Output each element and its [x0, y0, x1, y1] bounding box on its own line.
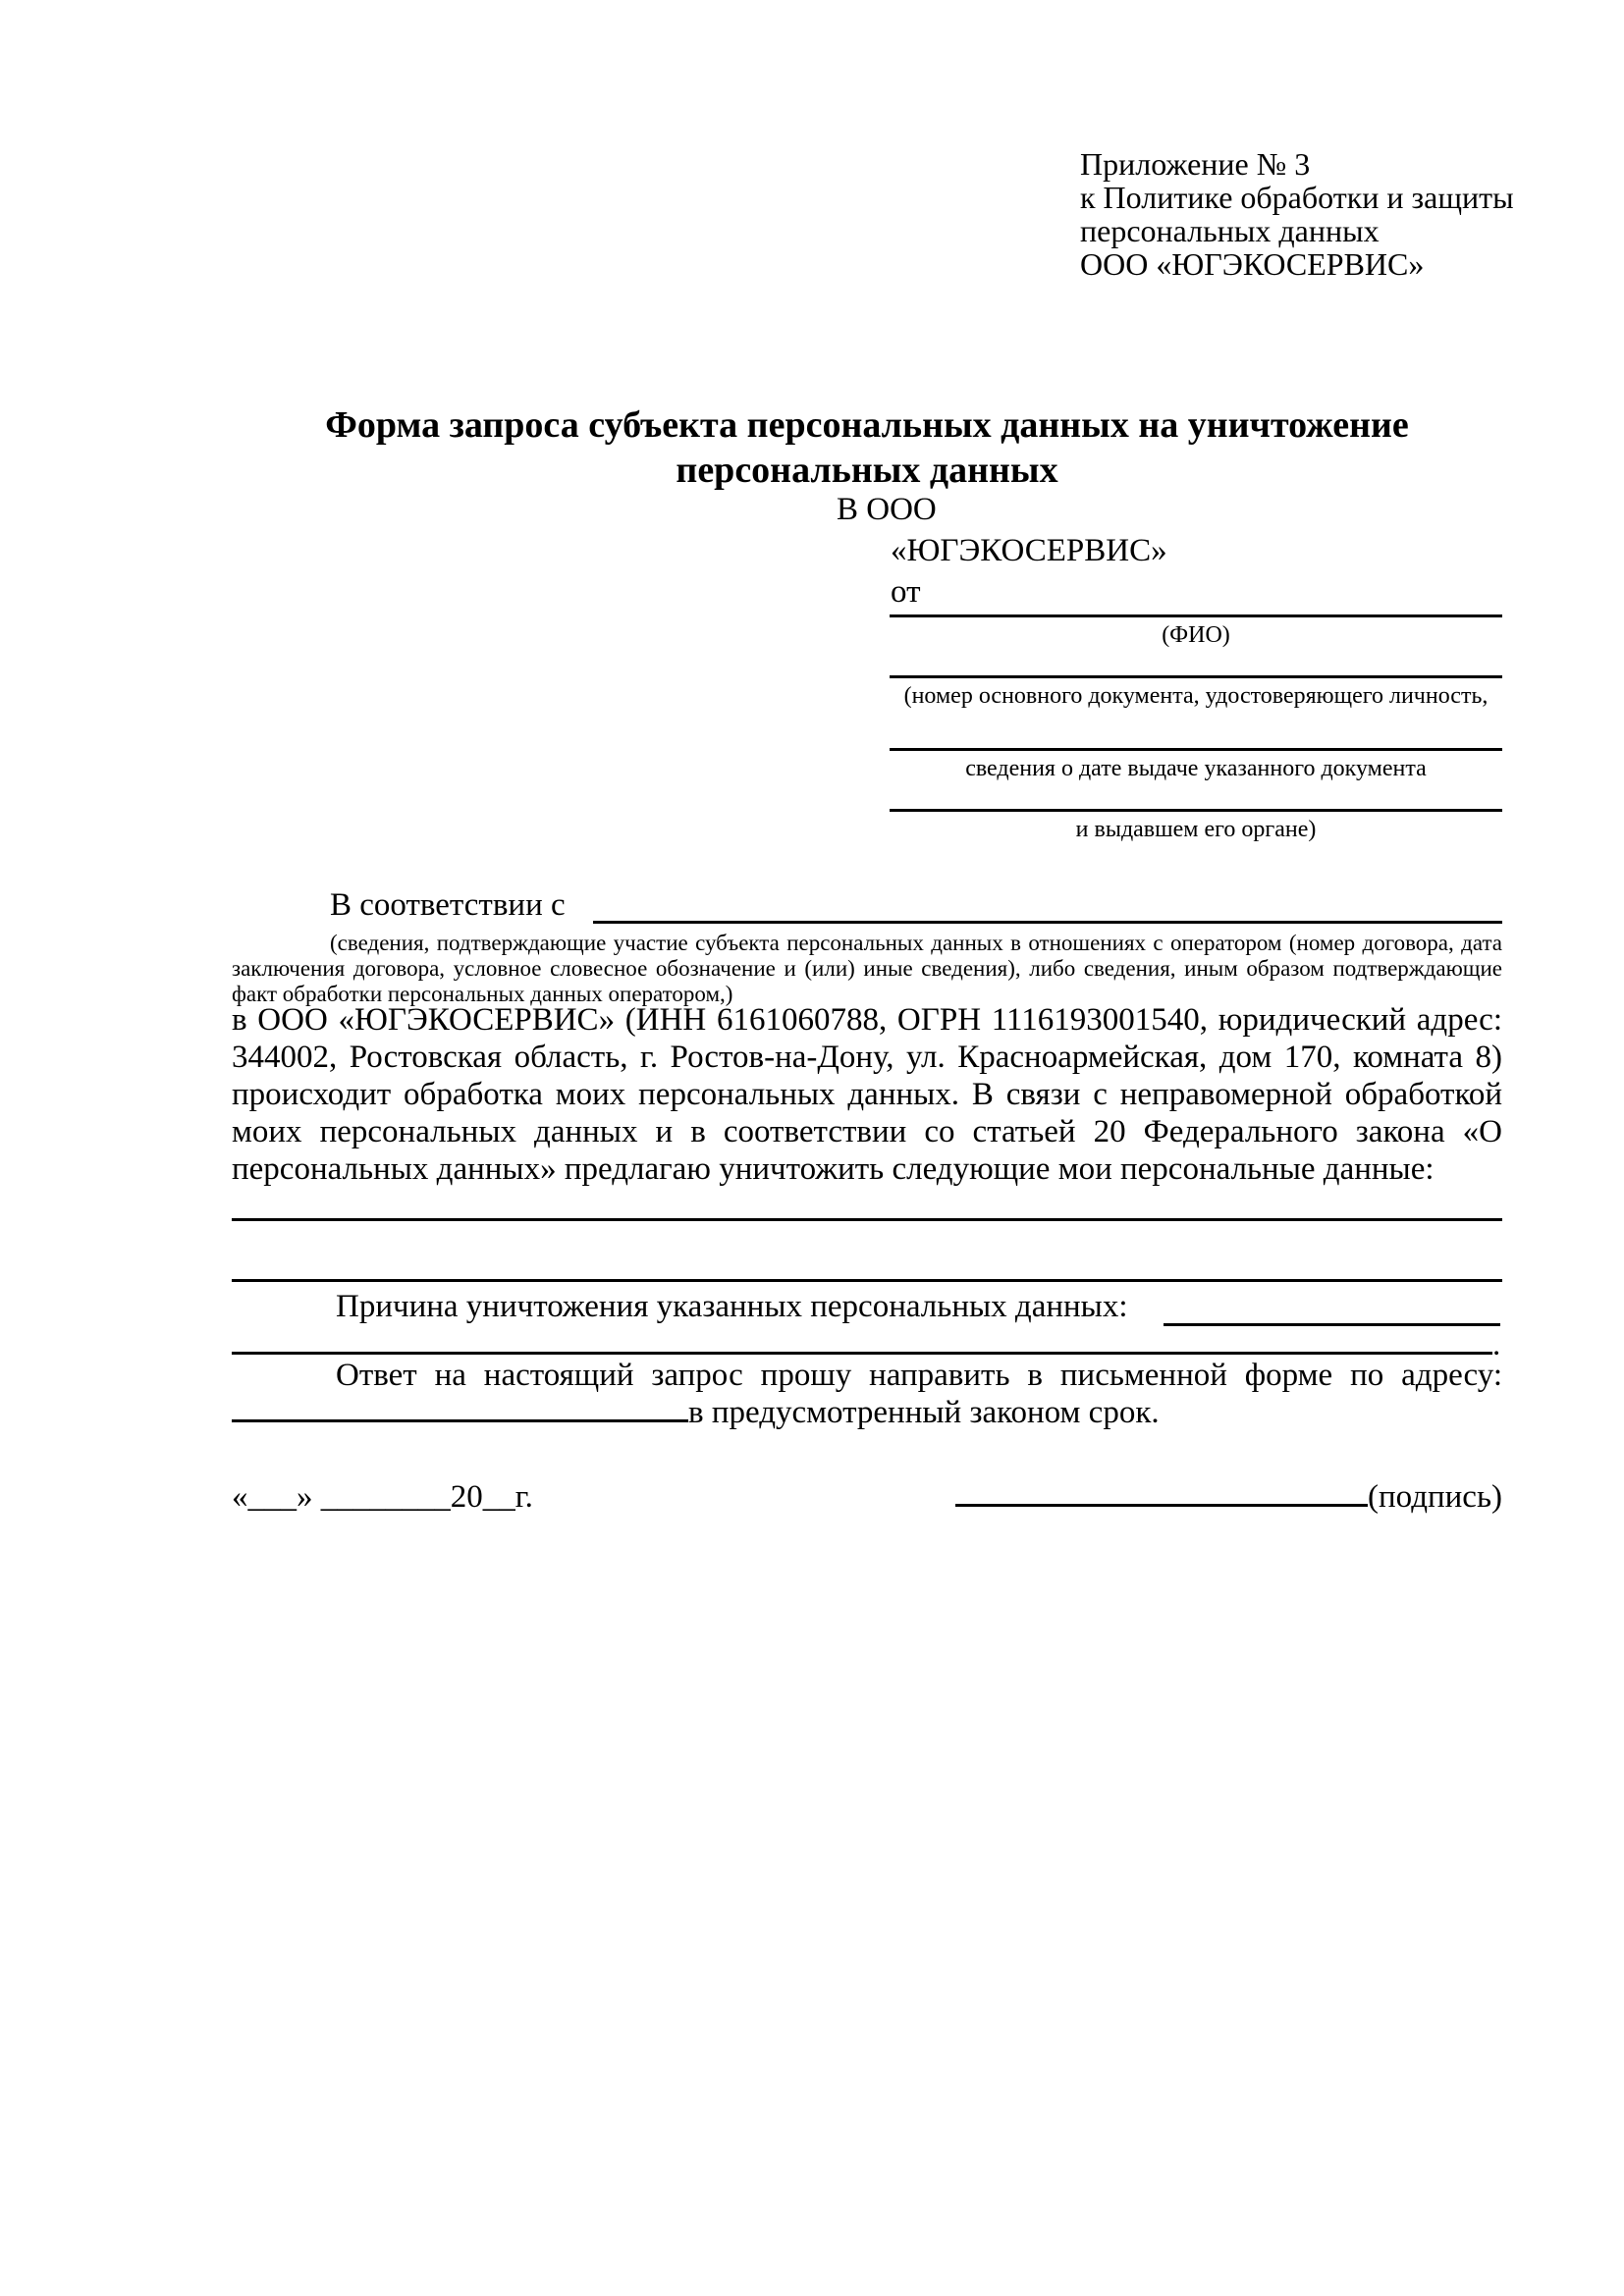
issue-date-fill-line	[890, 748, 1502, 783]
reason-fill-line-2-rule	[232, 1348, 1492, 1355]
accordance-row	[232, 885, 1502, 927]
address-row	[232, 1394, 1502, 1431]
issue-date-caption: сведения о дате выдаче указанного документа	[965, 756, 1427, 781]
fio-fill-line	[890, 614, 1502, 650]
from-label: от	[891, 574, 921, 610]
personal-data-fill-line-2	[232, 1279, 1502, 1282]
recipient-block	[837, 489, 1167, 613]
main-paragraph: в ООО «ЮГЭКОСЕРВИС» (ИНН 6161060788, ОГРН 1116193001540, юридический адрес: 344002, Ростовская область, г. Ростов-на-Дону, ул. Красноармейская, дом 170, комната 8) происходит обработка моих персональных данных. В связи с неправомерной обработкой моих персональных данных и в соответствии со статьей 20 Федерального закона «О персональных данных» предлагаю уничтожить следующие мои персональные данные:	[232, 1002, 1502, 1187]
signature-caption: (подпись)	[1368, 1479, 1502, 1515]
document-title	[232, 402, 1502, 493]
accordance-fill-line	[593, 921, 1502, 924]
accordance-note: (сведения, подтверждающие участие субъекта персональных данных в отношениях с оператором (номер договора, дата заключения договора, условное словесное обозначение и (или) иные сведения), либо сведения, иным образом подтверждающие факт обработки персональных данных оператором,)	[232, 931, 1502, 1006]
recipient-company-prefix: В ООО	[837, 492, 937, 527]
signature-fill-line	[955, 1500, 1368, 1507]
appendix-line-2: к Политике обработки и защиты	[1080, 180, 1514, 215]
document-title-line-2: персональных данных	[676, 450, 1058, 491]
line-terminator: .	[1492, 1327, 1501, 1362]
answer-paragraph: Ответ на настоящий запрос прошу направить в письменной форме по адресу:	[336, 1358, 1502, 1393]
date-signature-row	[232, 1478, 1502, 1516]
document-number-caption: (номер основного документа, удостоверяющего личность,	[903, 683, 1489, 709]
reason-fill-line	[1164, 1323, 1500, 1326]
document-title-line-1: Форма запроса субъекта персональных данных на уничтожение	[325, 404, 1409, 446]
issuing-authority-caption: и выдавшем его органе)	[1075, 817, 1317, 842]
signature-group	[955, 1478, 1502, 1516]
answer-suffix: в предусмотренный законом срок.	[688, 1395, 1160, 1430]
accordance-prefix: В соответствии с	[330, 887, 566, 923]
appendix-block	[1080, 147, 1514, 281]
issuing-authority-fill-line	[890, 809, 1502, 844]
recipient-company-name: «ЮГЭКОСЕРВИС»	[891, 533, 1167, 568]
appendix-line-3: персональных данных	[1080, 213, 1380, 248]
appendix-line-1: Приложение № 3	[1080, 146, 1311, 182]
date-blank: «___» ________20__г.	[232, 1479, 533, 1515]
appendix-line-4: ООО «ЮГЭКОСЕРВИС»	[1080, 246, 1425, 282]
reason-row	[232, 1288, 1502, 1327]
document-number-fill-line	[890, 675, 1502, 711]
personal-data-fill-line-1	[232, 1218, 1502, 1221]
reason-label: Причина уничтожения указанных персональных данных:	[336, 1289, 1128, 1324]
address-fill-line	[232, 1415, 688, 1422]
fio-caption: (ФИО)	[1162, 622, 1230, 648]
